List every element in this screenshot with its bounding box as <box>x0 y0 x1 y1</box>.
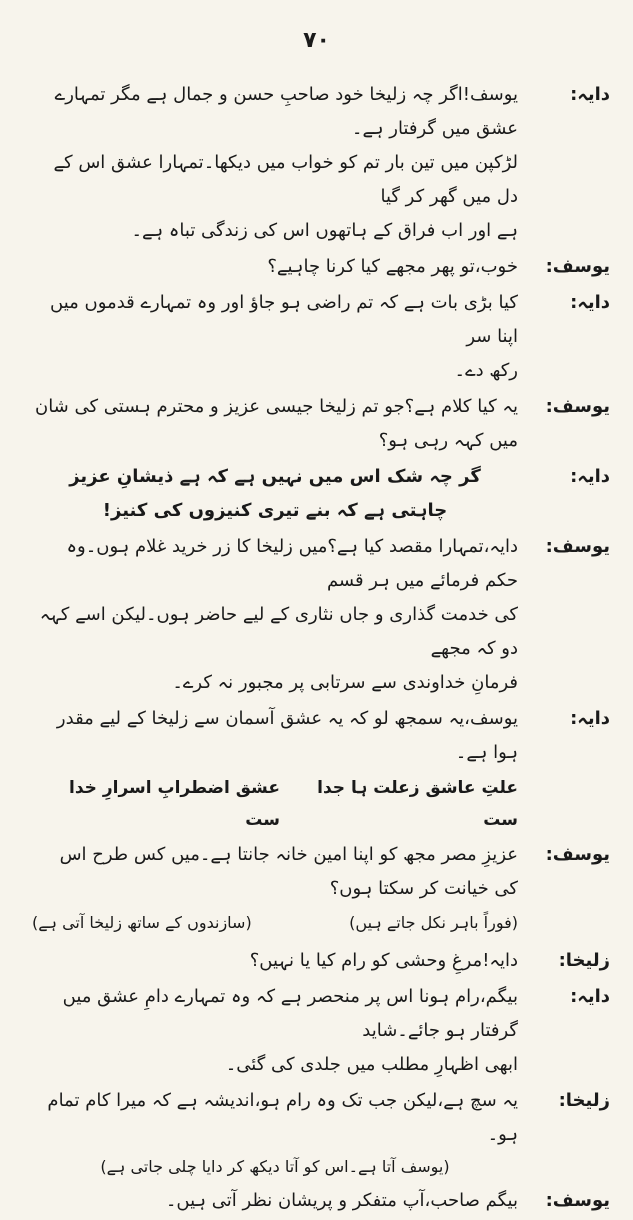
dialogue-entry <box>32 1084 610 1182</box>
speech-line: لڑکپن میں تین بار تم کو خواب میں دیکھا۔تمہارا عشق اس کے دل میں گھر کر گیا <box>53 152 518 207</box>
speech-text <box>32 530 518 700</box>
speech-line: ہے اور اب فراق کے ہاتھوں اس کی زندگی تباہ ہے۔ <box>131 220 518 241</box>
speech-text <box>32 1084 518 1182</box>
dialogue-entry <box>32 980 610 1082</box>
speech-line: یہ کیا کلام ہے؟جو تم زلیخا جیسی عزیز و محترم ہستی کی شان میں کہہ رہی ہو؟ <box>34 396 518 451</box>
page-number: ۷۰ <box>303 28 330 53</box>
speech-line: رکھ دے۔ <box>454 360 518 381</box>
stage-direction-row <box>32 908 518 938</box>
dialogue-entry <box>32 390 610 458</box>
speaker-name: یوسف: <box>545 536 610 557</box>
speech-line: عزیزِ مصر مجھ کو اپنا امین خانہ جانتا ہے۔میں کس طرح اس کی خیانت کر سکتا ہوں؟ <box>59 844 518 899</box>
speech-text <box>32 702 518 770</box>
speech-text <box>32 1184 518 1218</box>
speech-line: بیگم،رام ہونا اس پر منحصر ہے کہ وہ تمہارے دامِ عشق میں گرفتار ہو جائے۔شاید <box>62 986 518 1041</box>
speech-line: دایہ!مرغِ وحشی کو رام کیا یا نہیں؟ <box>249 950 518 971</box>
speech-line: ابھی اظہارِ مطلب میں جلدی کی گئی۔ <box>225 1054 518 1075</box>
dialogue-entry <box>32 1184 610 1218</box>
speech-text <box>32 944 518 978</box>
speaker-name: دایہ: <box>570 986 610 1007</box>
speech-text <box>32 838 518 906</box>
speech-text <box>32 78 518 248</box>
speech-text <box>32 250 518 284</box>
speaker-name: دایہ: <box>570 292 610 313</box>
speaker-name: دایہ: <box>570 708 610 729</box>
verse-line: گر چہ شک اس میں نہیں ہے کہ ہے ذیشانِ عزیز <box>69 466 481 487</box>
speech-line: یوسف!اگر چہ زلیخا خود صاحبِ حسن و جمال ہے مگر تمہارے عشق میں گرفتار ہے۔ <box>54 84 518 139</box>
speech-text <box>32 286 518 388</box>
speaker-name: زلیخا: <box>558 1090 610 1111</box>
dialogue-entry <box>32 250 610 284</box>
dialogue-entry <box>32 702 610 770</box>
dialogue-entry <box>32 78 610 248</box>
speaker-name: دایہ: <box>570 466 610 487</box>
speaker-name: دایہ: <box>570 84 610 105</box>
dialogue-entry <box>32 530 610 700</box>
speech-text <box>32 390 518 458</box>
stage-directions <box>32 908 610 942</box>
speaker-name: یوسف: <box>545 844 610 865</box>
speech-line: یہ سچ ہے،لیکن جب تک وہ رام ہو،اندیشہ ہے کہ میرا کام تمام ہو۔ <box>47 1090 518 1145</box>
speech-line: کیا بڑی بات ہے کہ تم راضی ہو جاؤ اور وہ تمہارے قدموں میں اپنا سر <box>50 292 518 347</box>
speech-text <box>32 460 518 528</box>
speaker-name: یوسف: <box>545 396 610 417</box>
dialogue-entry <box>32 838 610 906</box>
speaker-name: یوسف: <box>545 1190 610 1211</box>
stage-direction: (یوسف آتا ہے۔اس کو آتا دیکھ کر دایا چلی جاتی ہے) <box>100 1157 450 1176</box>
dialogue-entry <box>32 944 610 978</box>
dialogue-entry <box>32 460 610 528</box>
speech-line: کی خدمت گذاری و جاں نثاری کے لیے حاضر ہوں۔لیکن اسے کہہ دو کہ مجھے <box>39 604 518 659</box>
speech-line: یوسف،یہ سمجھ لو کہ یہ عشق آسمان سے زلیخا کے لیے مقدر ہوا ہے۔ <box>56 708 518 763</box>
couplet-verse: عشق اضطرابِ اسرارِ خدا ست <box>69 778 280 830</box>
speech-text <box>32 980 518 1082</box>
speaker-name: یوسف: <box>545 256 610 277</box>
couplet-verse: علتِ عاشق زعلت ہا جدا ست <box>317 778 518 830</box>
dialogue-block <box>32 78 610 1220</box>
couplet-row <box>32 772 518 836</box>
couplet <box>32 772 610 836</box>
stage-direction: (سازندوں کے ساتھ زلیخا آتی ہے) <box>32 913 252 932</box>
verse-line: چاہتی ہے کہ بنے تیری کنیزوں کی کنیز! <box>102 500 448 521</box>
speech-line: بیگم صاحب،آپ متفکر و پریشان نظر آتی ہیں۔ <box>165 1190 518 1211</box>
speech-line: خوب،تو پھر مجھے کیا کرنا چاہیے؟ <box>267 256 518 277</box>
stage-direction: (فوراً باہر نکل جاتے ہیں) <box>349 913 518 932</box>
dialogue-entry <box>32 286 610 388</box>
speaker-name: زلیخا: <box>558 950 610 971</box>
speech-line: دایہ،تمہارا مقصد کیا ہے؟میں زلیخا کا زر خرید غلام ہوں۔وہ حکم فرمائے میں ہر قسم <box>66 536 518 591</box>
speech-line: فرمانِ خداوندی سے سرتابی پر مجبور نہ کرے۔ <box>172 672 518 693</box>
